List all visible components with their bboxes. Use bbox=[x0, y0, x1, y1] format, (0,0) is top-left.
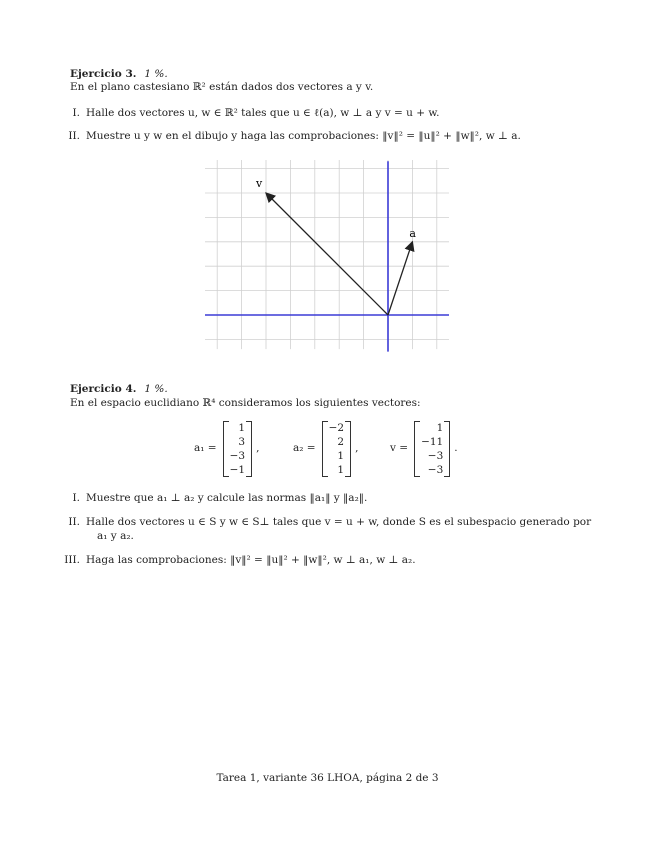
vector-a1-entry: −3 bbox=[229, 450, 246, 462]
ex4-heading bbox=[70, 383, 168, 396]
vector-a-label: a bbox=[409, 226, 416, 240]
vector-a1-label: a₁ = bbox=[194, 442, 217, 455]
page-footer: Tarea 1, variante 36 LHOA, página 2 de 3 bbox=[216, 772, 439, 784]
vector-v4-entry: −3 bbox=[427, 450, 444, 462]
vector-a2-entry: −2 bbox=[328, 422, 345, 434]
ex4-item-2-cont: a₁ y a₂. bbox=[97, 530, 134, 542]
ex4-item-3 bbox=[50, 554, 416, 567]
vector-v4-entry: −3 bbox=[427, 464, 444, 476]
ex4-item-3-text: Haga las comprobaciones: ‖v‖² = ‖u‖² + ‖w‖², w ⊥ a₁, w ⊥ a₂. bbox=[86, 554, 416, 566]
grid bbox=[200, 160, 449, 349]
ex4-intro: En el espacio euclidiano ℝ⁴ consideramos los siguientes vectores: bbox=[70, 397, 421, 409]
ex3-heading bbox=[70, 68, 168, 81]
ex3-item-2-num: II. bbox=[68, 130, 80, 142]
ex3-item-1-text: Halle dos vectores u, w ∈ ℝ² tales que u ∈ ℓ(a), w ⊥ a y v = u + w. bbox=[86, 107, 440, 119]
ex3-intro: En el plano castesiano ℝ² están dados dos vectores a y v. bbox=[70, 81, 374, 93]
vector-v4-entry: 1 bbox=[436, 422, 444, 434]
ex4-item-2 bbox=[50, 516, 591, 529]
vector-a2-entry: 1 bbox=[337, 464, 345, 476]
vector-a bbox=[388, 242, 412, 315]
vector-a2-label: a₂ = bbox=[293, 442, 316, 455]
ex4-item-1-text: Muestre que a₁ ⊥ a₂ y calcule las normas ‖a₁‖ y ‖a₂‖. bbox=[86, 492, 368, 504]
vector-v4-entry: −11 bbox=[421, 436, 444, 448]
ex3-item-2-text: Muestre u y w en el dibujo y haga las comprobaciones: ‖v‖² = ‖u‖² + ‖w‖², w ⊥ a. bbox=[86, 130, 521, 142]
vector-a2-entry: 2 bbox=[337, 436, 345, 448]
ex3-item-1 bbox=[50, 107, 439, 120]
ex4-title: Ejercicio 4. bbox=[70, 383, 137, 395]
vector-v4 bbox=[390, 421, 458, 477]
vector-a2-entry: 1 bbox=[337, 450, 345, 462]
ex3-item-2 bbox=[50, 130, 521, 143]
vector-a1-matrix bbox=[223, 421, 252, 477]
vector-a2 bbox=[293, 421, 358, 477]
ex3-item-1-num: I. bbox=[72, 107, 80, 119]
ex4-item-2-text: Halle dos vectores u ∈ S y w ∈ S⊥ tales que v = u + w, donde S es el subespacio generado por bbox=[86, 516, 592, 528]
vector-a1-entry: 3 bbox=[238, 436, 246, 448]
ex4-item-3-num: III. bbox=[64, 554, 80, 566]
vector-v bbox=[266, 193, 388, 315]
vector-a1 bbox=[194, 421, 259, 477]
vector-v4-sep: . bbox=[454, 442, 458, 455]
ex4-percent: 1 %. bbox=[144, 383, 168, 395]
vector-a1-entry: 1 bbox=[238, 422, 246, 434]
vector-v-label: v bbox=[256, 177, 263, 190]
vector-v4-label: v = bbox=[390, 442, 409, 455]
ex3-percent: 1 %. bbox=[144, 68, 168, 80]
vector-a2-sep: , bbox=[355, 442, 359, 455]
vector-a1-entry: −1 bbox=[229, 464, 246, 476]
ex4-item-2-num: II. bbox=[68, 516, 80, 528]
ex4-item-1-num: I. bbox=[72, 492, 80, 504]
ex3-title: Ejercicio 3. bbox=[70, 68, 137, 80]
vector-v4-matrix bbox=[414, 421, 450, 477]
ex4-item-1 bbox=[50, 492, 367, 505]
vector-figure bbox=[200, 160, 455, 360]
vector-a1-sep: , bbox=[256, 442, 260, 455]
vector-a2-matrix bbox=[322, 421, 351, 477]
